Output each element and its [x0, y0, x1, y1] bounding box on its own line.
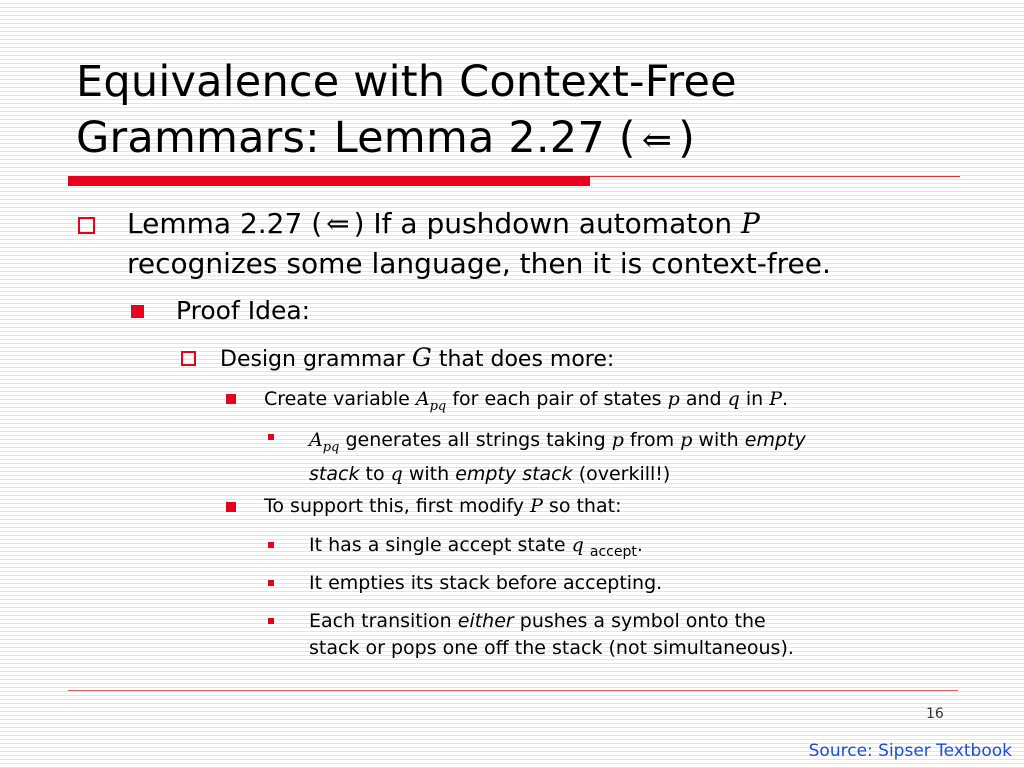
text: empty: [744, 429, 806, 451]
small-square-bullet-icon: [268, 434, 274, 440]
text: from: [629, 429, 675, 451]
bullet-design-grammar: [220, 343, 614, 375]
bullet-Apq-generates: [309, 425, 999, 489]
var-P: P: [769, 388, 783, 410]
text: To support this, first modify: [264, 495, 525, 517]
text: with: [408, 463, 450, 485]
text: It has a single accept state: [309, 534, 566, 556]
bullet-support-this: [264, 493, 621, 519]
var-G: G: [411, 343, 432, 372]
text: and: [685, 388, 722, 410]
subscript-pq: pq: [322, 440, 340, 455]
var-A: A: [309, 429, 323, 451]
title-underline-red: [68, 176, 590, 186]
small-square-bullet-icon: [268, 580, 274, 586]
bullet-create-variable: [264, 386, 788, 420]
solid-square-bullet-icon: [226, 502, 236, 512]
var-q: q: [727, 388, 740, 410]
left-double-arrow-icon: ⇐: [326, 207, 350, 240]
subscript-pq: pq: [429, 399, 447, 414]
text: that does more:: [438, 347, 615, 372]
var-p: p: [611, 429, 624, 451]
text: .: [636, 534, 643, 556]
text: to: [365, 463, 385, 485]
title-line-2: [76, 110, 976, 169]
title-line-1: Equivalence with Context-Free: [76, 57, 737, 107]
slide-title: [76, 54, 976, 169]
var-p: p: [667, 388, 680, 410]
bullet-each-transition: [309, 606, 999, 663]
solid-square-bullet-icon: [131, 305, 144, 318]
var-P: P: [741, 207, 760, 240]
text: stack or pops one off the stack (not simultaneous).: [309, 637, 794, 659]
title-line-2-start: Grammars: Lemma 2.27 (: [76, 113, 636, 163]
solid-square-bullet-icon: [226, 394, 236, 404]
text: .: [782, 388, 789, 410]
text: pushes a symbol onto the: [519, 610, 766, 632]
footer-divider: [68, 690, 958, 691]
text: either: [457, 610, 514, 632]
text: stack: [309, 463, 360, 485]
lemma-mid: ) If a pushdown automaton: [353, 207, 733, 240]
var-P: P: [530, 495, 543, 517]
bullet-single-accept: [309, 530, 643, 567]
bullet-empties-stack: It empties its stack before accepting.: [309, 572, 663, 594]
bullet-proof-idea: Proof Idea:: [176, 296, 311, 325]
text: in: [745, 388, 764, 410]
small-square-bullet-icon: [268, 618, 274, 624]
lemma-line-2: recognizes some language, then it is context-free.: [127, 247, 831, 280]
text: for each pair of states: [452, 388, 662, 410]
source-link[interactable]: Source: Sipser Textbook: [808, 741, 1012, 761]
text: so that:: [548, 495, 622, 517]
text: empty stack: [455, 463, 573, 485]
bullet-lemma: [127, 204, 1007, 284]
subscript-accept: accept: [589, 544, 637, 560]
var-p: p: [680, 429, 693, 451]
page-number: 16: [926, 706, 944, 722]
hollow-square-bullet-icon: [78, 217, 95, 234]
hollow-square-bullet-icon: [181, 351, 196, 366]
small-square-bullet-icon: [268, 542, 274, 548]
var-A: A: [415, 388, 430, 410]
text: Create variable: [264, 388, 410, 410]
left-double-arrow-icon: ⇐: [641, 120, 673, 161]
text: (overkill!): [578, 463, 671, 485]
text: generates all strings taking: [345, 429, 606, 451]
text: Design grammar: [220, 347, 405, 372]
text: Each transition: [309, 610, 452, 632]
lemma-prefix: Lemma 2.27 (: [127, 207, 323, 240]
var-q: q: [571, 534, 584, 556]
text: with: [698, 429, 739, 451]
title-underline-thin: [590, 176, 960, 177]
title-line-2-end: ): [678, 113, 696, 163]
var-q: q: [390, 463, 403, 485]
